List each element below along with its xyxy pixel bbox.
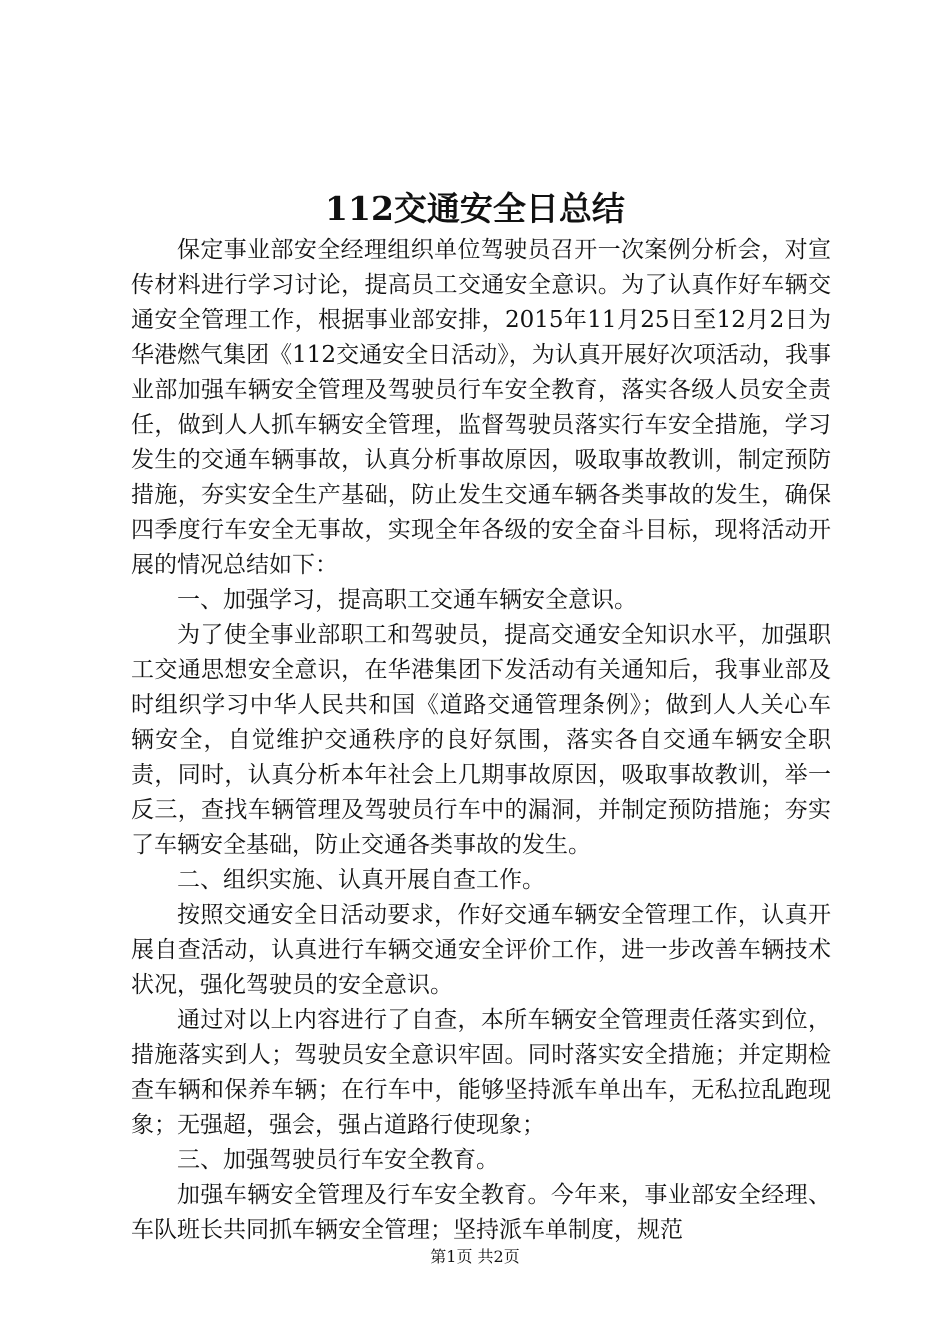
section-heading-2: 二、组织实施、认真开展自查工作。 <box>177 867 545 893</box>
document-body <box>131 233 831 1248</box>
document-title: 112交通安全日总结 <box>325 189 625 228</box>
section-3-paragraph: 加强车辆安全管理及行车安全教育。今年来，事业部安全经理、车队班长共同抓车辆安全管理；坚持派车单制度，规范 <box>131 1182 831 1243</box>
page-footer: 第1页 共2页 <box>430 1247 520 1266</box>
section-2-paragraph-2: 通过对以上内容进行了自查，本所车辆安全管理责任落实到位，措施落实到人；驾驶员安全意识牢固。同时落实安全措施；并定期检查车辆和保养车辆；在行车中，能够坚持派车单出车，无私拉乱跑现象；无强超，强会，强占道路行使现象； <box>131 1007 831 1138</box>
section-heading-1: 一、加强学习，提高职工交通车辆安全意识。 <box>177 587 637 613</box>
section-1-paragraph: 为了使全事业部职工和驾驶员，提高交通安全知识水平，加强职工交通思想安全意识，在华港集团下发活动有关通知后，我事业部及时组织学习中华人民共和国《道路交通管理条例》；做到人人关心车辆安全，自觉维护交通秩序的良好氛围，落实各自交通车辆安全职责，同时，认真分析本年社会上几期事故原因，吸取事故教训，举一反三，查找车辆管理及驾驶员行车中的漏洞，并制定预防措施；夯实了车辆安全基础，防止交通各类事故的发生。 <box>131 622 831 858</box>
section-2-paragraph-1: 按照交通安全日活动要求，作好交通车辆安全管理工作，认真开展自查活动，认真进行车辆交通安全评价工作，进一步改善车辆技术状况，强化驾驶员的安全意识。 <box>131 902 831 998</box>
section-heading-3: 三、加强驾驶员行车安全教育。 <box>177 1147 499 1173</box>
intro-paragraph: 保定事业部安全经理组织单位驾驶员召开一次案例分析会，对宣传材料进行学习讨论，提高员工交通安全意识。为了认真作好车辆交通安全管理工作，根据事业部安排，2015年11月25日至12月2日为华港燃气集团《112交通安全日活动》，为认真开展好次项活动，我事业部加强车辆安全管理及驾驶员行车安全教育，落实各级人员安全责任，做到人人抓车辆安全管理，监督驾驶员落实行车安全措施，学习发生的交通车辆事故，认真分析事故原因，吸取事故教训，制定预防措施，夯实安全生产基础，防止发生交通车辆各类事故的发生，确保四季度行车安全无事故，实现全年各级的安全奋斗目标，现将活动开展的情况总结如下： <box>131 237 831 578</box>
